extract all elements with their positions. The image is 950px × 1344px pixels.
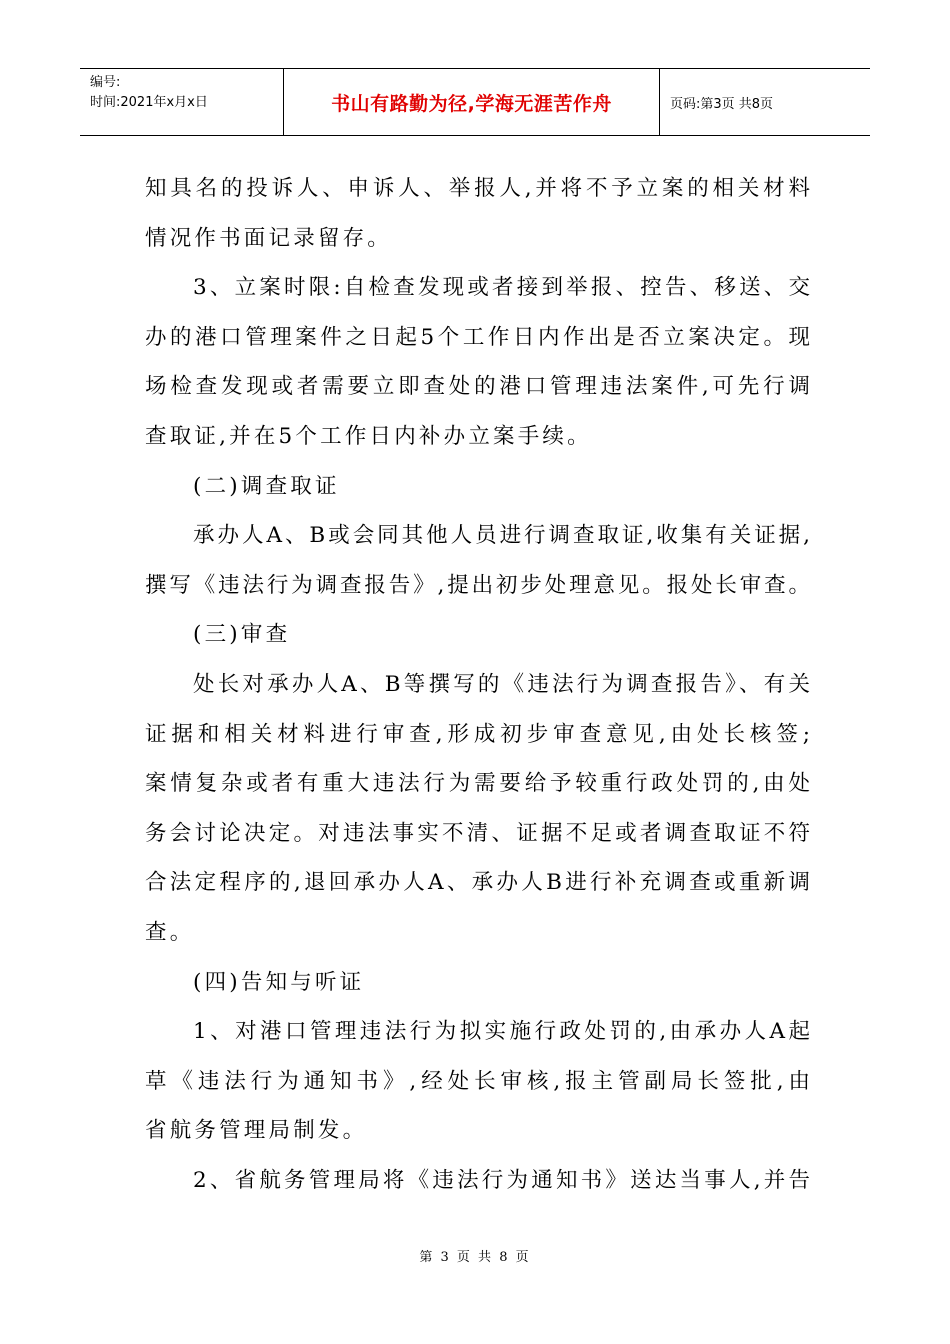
body-line: 处长对承办人A、B等撰写的《违法行为调查报告》、有关 — [193, 671, 810, 697]
body-line: 证据和相关材料进行审查,形成初步审查意见,由处长核签; — [145, 721, 810, 747]
body-line: 2、省航务管理局将《违法行为通知书》送达当事人,并告 — [193, 1167, 810, 1193]
body-line: 查取证,并在5个工作日内补办立案手续。 — [145, 423, 592, 449]
body-line: 承办人A、B或会同其他人员进行调查取证,收集有关证据, — [193, 523, 810, 549]
body-line: 办的港口管理案件之日起5个工作日内作出是否立案决定。现 — [145, 324, 810, 350]
body-line: 务会讨论决定。对违法事实不清、证据不足或者调查取证不符 — [145, 820, 810, 846]
section-heading: (四)告知与听证 — [193, 969, 365, 995]
page-footer: 第 3 页 共 8 页 — [419, 1250, 531, 1265]
body-line: 撰写《违法行为调查报告》,提出初步处理意见。报处长审查。 — [145, 572, 810, 598]
body-line: 查。 — [145, 919, 195, 945]
header-page-info: 页码:第3页 共8页 — [670, 96, 774, 112]
body-line: 3、立案时限:自检查发现或者接到举报、控告、移送、交 — [193, 275, 810, 301]
header-meta — [80, 69, 284, 135]
page-header — [80, 68, 870, 136]
document-body — [145, 164, 810, 1205]
body-line: 案情复杂或者有重大违法行为需要给予较重行政处罚的,由处 — [145, 771, 810, 797]
body-line: 知具名的投诉人、申诉人、举报人,并将不予立案的相关材料 — [145, 176, 810, 201]
section-heading: (三)审查 — [193, 622, 291, 648]
body-line: 合法定程序的,退回承办人A、承办人B进行补充调查或重新调 — [145, 870, 810, 896]
body-line: 情况作书面记录留存。 — [145, 225, 393, 251]
body-line: 场检查发现或者需要立即查处的港口管理违法案件,可先行调 — [145, 374, 810, 400]
body-line: 草《违法行为通知书》,经处长审核,报主管副局长签批,由 — [145, 1068, 810, 1094]
document-time: 时间:2021年x月x日 — [90, 95, 208, 110]
body-line: 1、对港口管理违法行为拟实施行政处罚的,由承办人A起 — [193, 1019, 810, 1045]
document-number-label: 编号: — [90, 75, 121, 90]
section-heading: (二)调查取证 — [193, 473, 340, 499]
header-motto: 书山有路勤为径,学海无涯苦作舟 — [284, 69, 660, 135]
body-line: 省航务管理局制发。 — [145, 1118, 368, 1144]
